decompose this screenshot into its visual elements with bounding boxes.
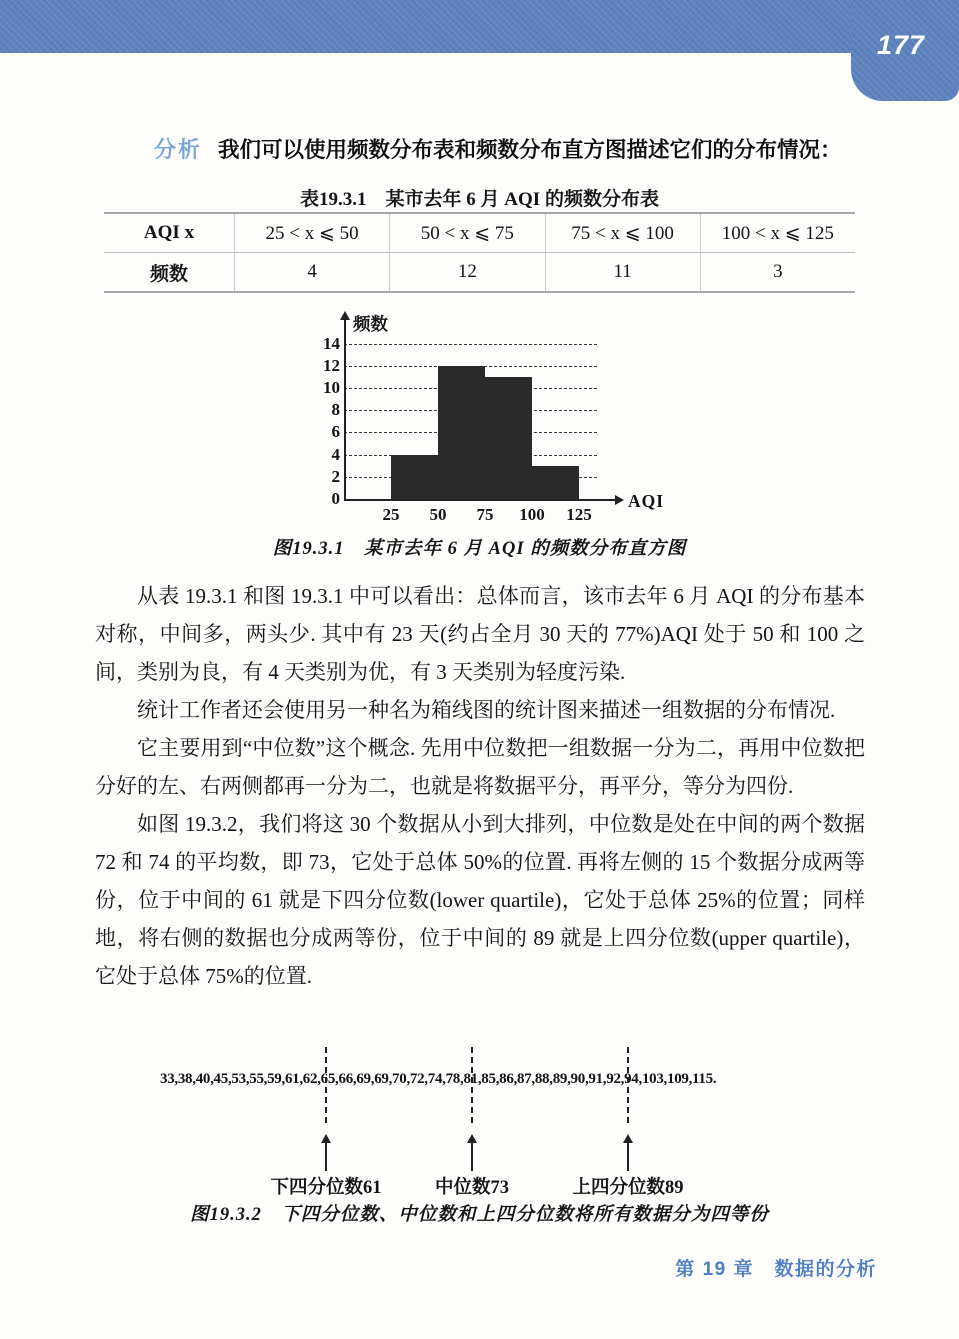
upper-quartile-label: 上四分位数89 [572, 1178, 684, 1198]
bar [532, 466, 579, 499]
table-header-row [104, 214, 855, 253]
y-axis-label: 频数 [353, 314, 388, 334]
table-header-cell: 50 < x ⩽ 75 [389, 214, 544, 252]
y-tick-label: 4 [331, 444, 340, 464]
y-tick-label: 6 [331, 422, 340, 442]
header-band [0, 0, 959, 53]
dashed-line [627, 1047, 629, 1123]
dashed-line [471, 1047, 473, 1123]
x-axis-label: AQI [628, 491, 665, 511]
analysis-text: 我们可以使用频数分布表和频数分布直方图描述它们的分布情况： [218, 138, 842, 162]
analysis-label: 分析 [154, 137, 203, 162]
table-title: 表19.3.1 某市去年 6 月 AQI 的频数分布表 [300, 189, 659, 210]
data-sequence: 33,38,40,45,53,55,59,61,62,65,66,69,69,70,72,74,78,81,85,86,87,88,89,90,91,92,94,103,109,115. [160, 1071, 717, 1087]
x-tick-label: 125 [566, 505, 592, 524]
y-tick-label: 10 [323, 378, 340, 397]
x-axis-arrow-icon [615, 495, 624, 505]
table-header-cell: 75 < x ⩽ 100 [545, 214, 700, 252]
paragraph-2: 统计工作者还会使用另一种名为箱线图的统计图来描述一组数据的分布情况. [137, 698, 836, 722]
x-tick-label: 75 [476, 505, 494, 524]
bar [438, 366, 485, 499]
x-tick-label: 50 [429, 505, 447, 524]
page-number: 177 [877, 30, 926, 60]
table-header-cell: 100 < x ⩽ 125 [700, 214, 855, 252]
bar [391, 455, 438, 499]
table-header-cell: 25 < x ⩽ 50 [234, 214, 389, 252]
up-arrow-icon [471, 1142, 473, 1171]
chapter-footer: 第 19 章 数据的分析 [675, 1259, 877, 1280]
frequency-table [104, 212, 855, 293]
y-axis-arrow-icon [340, 311, 350, 320]
bar [485, 377, 532, 499]
y-tick-label: 12 [323, 355, 340, 375]
analysis-line [154, 133, 894, 164]
x-axis-line [344, 499, 616, 501]
body-text [95, 577, 865, 995]
table-header-cell: AQI x [143, 222, 195, 243]
paragraph-1: 从表 19.3.1 和图 19.3.1 中可以看出：总体而言，该市去年 6 月 AQI 的分布基本对称，中间多，两头少. 其中有 23 天(约占全月 30 天的 77%)AQI 处于 50 和 100 之间，类别为良，有 4 天类别为优，有 3 天类别为轻度污染. [95, 584, 865, 684]
table-value-cell: 3 [700, 253, 855, 291]
table-value-cell: 12 [389, 253, 544, 291]
y-tick-label: 2 [331, 466, 340, 486]
x-tick-label: 25 [382, 505, 400, 524]
y-tick-label: 14 [323, 333, 340, 353]
gridline [344, 344, 597, 345]
up-arrow-icon [325, 1142, 327, 1171]
up-arrow-icon [627, 1142, 629, 1171]
quartile-figure [160, 1045, 850, 1197]
median-label: 中位数73 [434, 1178, 510, 1198]
paragraph-4: 如图 19.3.2，我们将这 30 个数据从小到大排列，中位数是处在中间的两个数据 72 和 74 的平均数，即 73，它处于总体 50%的位置. 再将左侧的 15 个数据分成两等份，位于中间的 61 就是下四分位数(lower quartile)，它处于总体 25%的位置；同样地，将右侧的数据也分成两等份，位于中间的 89 就是上四分位数(upper quartile)，它处于总体 75%的位置. [95, 812, 865, 988]
y-tick-label: 8 [331, 400, 340, 420]
table-value-cell: 11 [545, 253, 700, 291]
x-tick-label: 100 [519, 505, 545, 524]
dashed-line [325, 1047, 327, 1123]
y-axis-line [344, 318, 346, 500]
figure-19-3-2-caption: 图19.3.2 下四分位数、中位数和上四分位数将所有数据分为四等份 [190, 1205, 769, 1225]
y-tick-label: 0 [331, 489, 340, 508]
paragraph-3: 它主要用到“中位数”这个概念. 先用中位数把一组数据一分为二，再用中位数把分好的左、右两侧都再一分为二，也就是将数据平分，再平分，等分为四份. [95, 736, 865, 798]
figure-19-3-1-caption: 图19.3.1 某市去年 6 月 AQI 的频数分布直方图 [272, 539, 687, 559]
lower-quartile-label: 下四分位数61 [270, 1178, 382, 1198]
page-number-tab [851, 0, 959, 101]
table-value-cell: 频数 [149, 263, 188, 285]
table-value-row [104, 253, 855, 291]
histogram-figure [318, 314, 668, 540]
table-value-cell: 4 [234, 253, 389, 291]
